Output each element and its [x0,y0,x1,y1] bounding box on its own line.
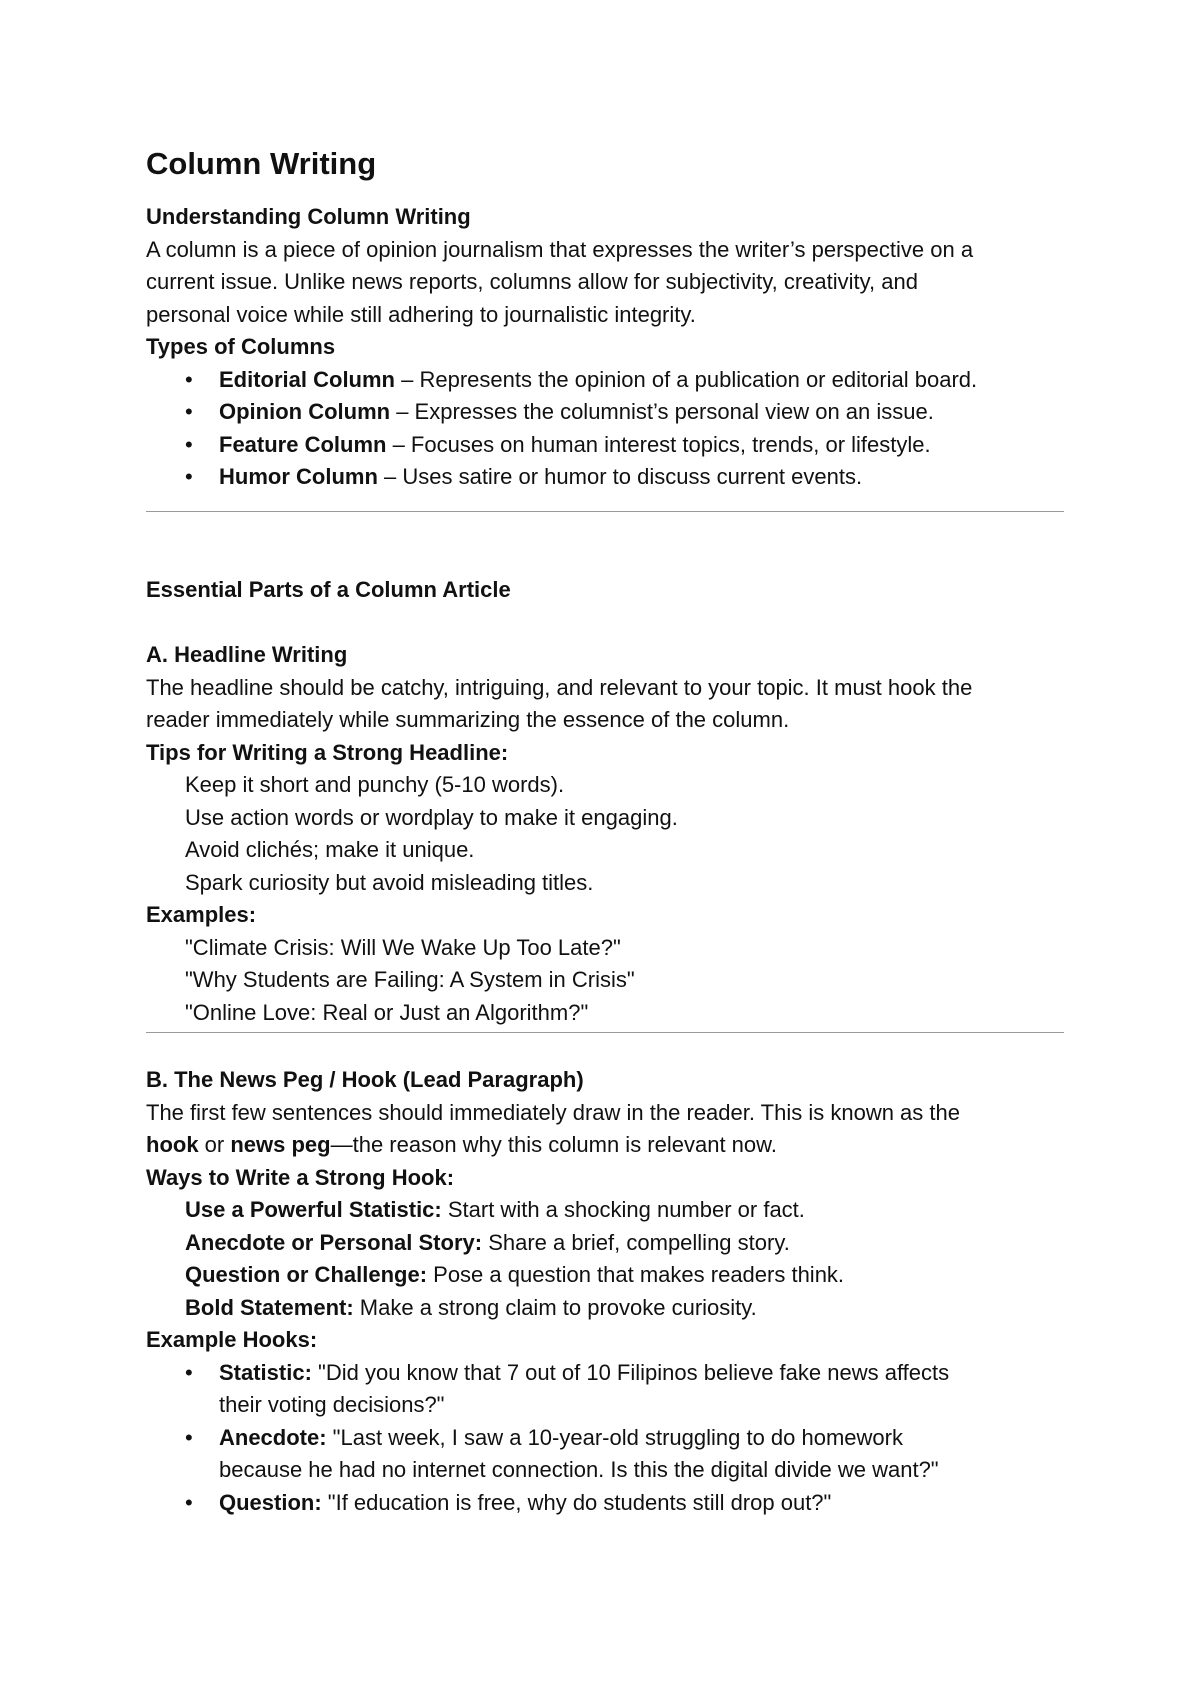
bullet-icon: • [185,431,193,457]
list-item: • Feature Column – Focuses on human interest topics, trends, or lifestyle. [146,429,1064,462]
subsection-heading: Example Hooks: [146,1327,318,1352]
example-item: "Climate Crisis: Will We Wake Up Too Late?" [185,934,621,960]
way-item: Anecdote or Personal Story: Share a brief, compelling story. [185,1229,790,1255]
example-item: "Online Love: Real or Just an Algorithm?" [185,999,589,1025]
page-title: Column Writing [146,146,377,181]
way-item: Use a Powerful Statistic: Start with a shocking number or fact. [185,1197,805,1222]
horizontal-divider [146,1032,1064,1033]
section-essential [146,574,1064,607]
bullet-icon: • [185,1359,193,1385]
paragraph-line: A column is a piece of opinion journalism that expresses the writer’s perspective on a [146,236,974,262]
paragraph-line: hook or news peg—the reason why this column is relevant now. [146,1132,777,1157]
way-item: Question or Challenge: Pose a question that makes readers think. [185,1262,845,1287]
subsection-heading: Tips for Writing a Strong Headline: [146,739,509,765]
section-heading: A. Headline Writing [146,642,348,667]
list-item: • Humor Column – Uses satire or humor to discuss current events. [146,461,1064,494]
paragraph-line: The headline should be catchy, intriguing, and relevant to your topic. It must hook the [146,674,973,700]
tip-item: Avoid clichés; make it unique. [185,837,475,862]
tip-item: Spark curiosity but avoid misleading titles. [185,869,594,895]
horizontal-divider [146,511,1064,512]
section-headline [146,639,1064,1029]
paragraph-line: current issue. Unlike news reports, columns allow for subjectivity, creativity, and [146,269,918,294]
list-item: • Statistic: "Did you know that 7 out of 10 Filipinos believe fake news affects their voting decisions?" [146,1357,1064,1422]
types-list [146,364,1064,494]
subsection-heading: Types of Columns [146,334,336,359]
bullet-icon: • [185,1489,193,1515]
paragraph-line: The first few sentences should immediately draw in the reader. This is known as the [146,1099,960,1125]
example-hooks-list [146,1357,1064,1520]
subsection-heading: Ways to Write a Strong Hook: [146,1164,455,1190]
tip-item: Use action words or wordplay to make it engaging. [185,804,678,830]
bullet-icon: • [185,366,193,392]
example-item: "Why Students are Failing: A System in Crisis" [185,967,635,992]
section-heading: Essential Parts of a Column Article [146,577,511,602]
list-item: • Question: "If education is free, why do students still drop out?" [146,1487,1064,1520]
list-item: • Opinion Column – Expresses the columnist’s personal view on an issue. [146,396,1064,429]
subsection-heading: Examples: [146,902,257,927]
bullet-icon: • [185,1424,193,1450]
way-item: Bold Statement: Make a strong claim to provoke curiosity. [185,1294,757,1320]
bullet-icon: • [185,464,193,489]
section-understanding [146,201,1064,494]
paragraph-line: personal voice while still adhering to journalistic integrity. [146,301,696,327]
paragraph-line: reader immediately while summarizing the essence of the column. [146,707,790,732]
section-heading: B. The News Peg / Hook (Lead Paragraph) [146,1067,584,1092]
section-heading: Understanding Column Writing [146,204,471,229]
list-item: • Anecdote: "Last week, I saw a 10-year-old struggling to do homework because he had no internet connection. Is this the digital divide we want?" [146,1422,1064,1487]
bullet-icon: • [185,399,193,424]
list-item: • Editorial Column – Represents the opinion of a publication or editorial board. [146,364,1064,397]
section-hook [146,1064,1064,1519]
tip-item: Keep it short and punchy (5-10 words). [185,772,565,797]
